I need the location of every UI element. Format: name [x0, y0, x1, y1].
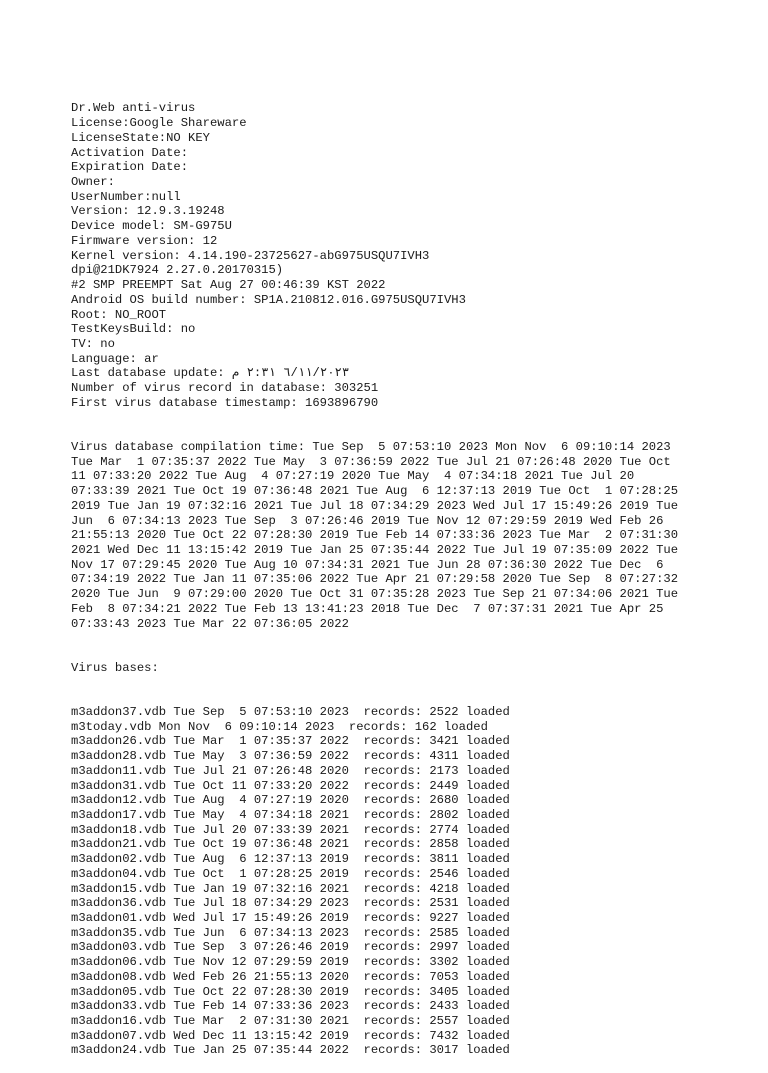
virus-base-entry: m3addon02.vdb Tue Aug 6 12:37:13 2019 records: 3811 loaded	[71, 852, 510, 867]
info-line: Root: NO_ROOT	[71, 307, 167, 322]
compilation-line: Tue Mar 1 07:35:37 2022 Tue May 3 07:36:59 2022 Tue Jul 21 07:26:48 2020 Tue Oct	[71, 454, 671, 469]
virus-base-entry: m3addon05.vdb Tue Oct 22 07:28:30 2019 records: 3405 loaded	[71, 984, 510, 999]
compilation-time-section	[71, 440, 731, 631]
info-line: First virus database timestamp: 1693896790	[71, 395, 379, 410]
compilation-line: Jun 6 07:34:13 2023 Tue Sep 3 07:26:46 2019 Tue Nov 12 07:29:59 2019 Wed Feb 26	[71, 513, 664, 528]
virus-base-entry: m3addon12.vdb Tue Aug 4 07:27:19 2020 records: 2680 loaded	[71, 793, 510, 808]
virus-base-entry: m3addon16.vdb Tue Mar 2 07:31:30 2021 records: 2557 loaded	[71, 1014, 510, 1028]
virus-base-entry: m3addon18.vdb Tue Jul 20 07:33:39 2021 records: 2774 loaded	[71, 822, 510, 837]
virus-base-entry: m3addon33.vdb Tue Feb 14 07:33:36 2023 records: 2433 loaded	[71, 999, 510, 1014]
compilation-line: 2019 Tue Jan 19 07:32:16 2021 Tue Jul 18 07:34:29 2023 Wed Jul 17 15:49:26 2019 Tue	[71, 498, 679, 513]
compilation-line: Feb 8 07:34:21 2022 Tue Feb 13 13:41:23 2018 Tue Dec 7 07:37:31 2021 Tue Apr 25	[71, 601, 664, 616]
virus-base-entry: m3addon31.vdb Tue Oct 11 07:33:20 2022 records: 2449 loaded	[71, 778, 510, 793]
virus-base-entry: m3addon28.vdb Tue May 3 07:36:59 2022 records: 4311 loaded	[71, 749, 510, 764]
info-line: Dr.Web anti-virus	[71, 101, 196, 116]
compilation-line: Nov 17 07:29:45 2020 Tue Aug 10 07:34:31 2021 Tue Jun 28 07:36:30 2022 Tue Dec 6	[71, 557, 664, 572]
virus-base-entry: m3addon06.vdb Tue Nov 12 07:29:59 2019 records: 3302 loaded	[71, 955, 510, 970]
virus-base-entry: m3addon07.vdb Wed Dec 11 13:15:42 2019 records: 7432 loaded	[71, 1028, 510, 1043]
info-line: Last database update: ٦/١١/٢٠٢٣ ٢:٣١ م	[71, 366, 350, 381]
info-line: dpi@21DK7924 2.27.0.20170315)	[71, 263, 284, 278]
info-line: TV: no	[71, 336, 115, 351]
virus-base-entry: m3addon15.vdb Tue Jan 19 07:32:16 2021 records: 4218 loaded	[71, 881, 510, 896]
info-line: Activation Date:	[71, 145, 189, 160]
info-line: LicenseState:NO KEY	[71, 130, 210, 145]
info-line: Number of virus record in database: 303251	[71, 381, 379, 396]
virus-base-entry: m3addon03.vdb Tue Sep 3 07:26:46 2019 records: 2997 loaded	[71, 940, 510, 955]
info-line: Android OS build number: SP1A.210812.016.G975USQU7IVH3	[71, 292, 466, 307]
info-line: Kernel version: 4.14.190-23725627-abG975USQU7IVH3	[71, 248, 430, 263]
virus-base-entry: m3addon24.vdb Tue Jan 25 07:35:44 2022 records: 3017 loaded	[71, 1043, 510, 1058]
virus-base-entry: m3addon01.vdb Wed Jul 17 15:49:26 2019 records: 9227 loaded	[71, 910, 510, 925]
info-line: UserNumber:null	[71, 189, 181, 204]
virus-report-document	[71, 72, 731, 1073]
info-line: Language: ar	[71, 351, 159, 366]
virus-base-entry: m3addon11.vdb Tue Jul 21 07:26:48 2020 records: 2173 loaded	[71, 763, 510, 778]
virus-base-entry: m3today.vdb Mon Nov 6 09:10:14 2023 records: 162 loaded	[71, 719, 488, 734]
compilation-line: 07:33:43 2023 Tue Mar 22 07:36:05 2022	[71, 616, 349, 631]
virus-base-entry: m3addon08.vdb Wed Feb 26 21:55:13 2020 records: 7053 loaded	[71, 969, 510, 984]
compilation-line: 07:33:39 2021 Tue Oct 19 07:36:48 2021 Tue Aug 6 12:37:13 2019 Tue Oct 1 07:28:25	[71, 484, 679, 499]
info-line: Firmware version: 12	[71, 233, 218, 248]
virus-bases-label: Virus bases:	[71, 660, 159, 675]
info-line: TestKeysBuild: no	[71, 322, 196, 337]
device-info-section	[71, 101, 731, 410]
compilation-line: 11 07:33:20 2022 Tue Aug 4 07:27:19 2020 Tue May 4 07:34:18 2021 Tue Jul 20	[71, 469, 635, 484]
virus-base-entry: m3addon21.vdb Tue Oct 19 07:36:48 2021 records: 2858 loaded	[71, 837, 510, 852]
virus-base-entry: m3addon17.vdb Tue May 4 07:34:18 2021 records: 2802 loaded	[71, 807, 510, 822]
virus-base-entry: m3addon35.vdb Tue Jun 6 07:34:13 2023 records: 2585 loaded	[71, 925, 510, 940]
info-line: Version: 12.9.3.19248	[71, 204, 225, 219]
virus-base-entry: m3addon36.vdb Tue Jul 18 07:34:29 2023 records: 2531 loaded	[71, 896, 510, 911]
info-line: Owner:	[71, 175, 115, 190]
compilation-line: 21:55:13 2020 Tue Oct 22 07:28:30 2019 Tue Feb 14 07:33:36 2023 Tue Mar 2 07:31:30	[71, 528, 679, 543]
info-line: Expiration Date:	[71, 160, 189, 175]
virus-base-entry: m3addon26.vdb Tue Mar 1 07:35:37 2022 records: 3421 loaded	[71, 734, 510, 749]
compilation-line: 2021 Wed Dec 11 13:15:42 2019 Tue Jan 25 07:35:44 2022 Tue Jul 19 07:35:09 2022 Tue	[71, 543, 679, 557]
info-line: Device model: SM-G975U	[71, 219, 232, 234]
info-line: #2 SMP PREEMPT Sat Aug 27 00:46:39 KST 2022	[71, 278, 386, 293]
virus-base-entry: m3addon37.vdb Tue Sep 5 07:53:10 2023 records: 2522 loaded	[71, 704, 510, 719]
info-line: License:Google Shareware	[71, 116, 247, 131]
virus-base-entry: m3addon04.vdb Tue Oct 1 07:28:25 2019 records: 2546 loaded	[71, 866, 510, 881]
virus-bases-list	[71, 705, 731, 1058]
compilation-line: 07:34:19 2022 Tue Jan 11 07:35:06 2022 Tue Apr 21 07:29:58 2020 Tue Sep 8 07:27:32	[71, 572, 679, 587]
compilation-line: Virus database compilation time: Tue Sep 5 07:53:10 2023 Mon Nov 6 09:10:14 2023	[71, 439, 671, 454]
compilation-line: 2020 Tue Jun 9 07:29:00 2020 Tue Oct 31 07:35:28 2023 Tue Sep 21 07:34:06 2021 Tue	[71, 587, 679, 602]
